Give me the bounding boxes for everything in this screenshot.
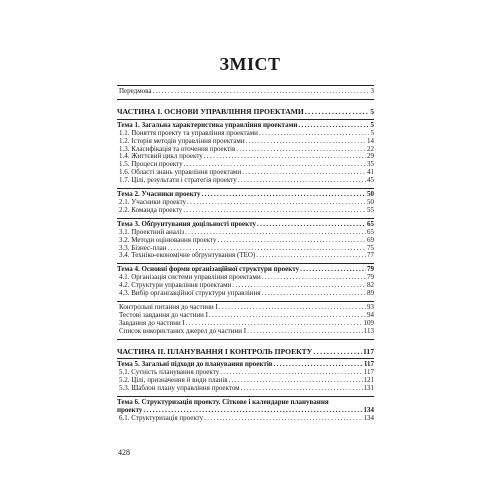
toc-entry-page: 5 [370,128,374,137]
divider-line [117,263,374,264]
toc-entry-page: 117 [363,368,374,377]
toc-entry-page: 69 [367,235,374,244]
dot-leader [241,385,363,393]
dot-leader [247,328,363,336]
toc-entry-label: Контрольні питання до частини I [119,302,218,311]
toc-entry-page: 35 [367,160,374,169]
toc-entry-page: 75 [367,243,374,252]
toc-entry-page: 65 [367,227,374,236]
dot-leader [262,274,366,282]
toc-entry-page: 14 [367,136,374,145]
toc-entry-page: 134 [363,413,374,422]
dot-leader [262,290,367,298]
divider-line [117,99,374,100]
toc-entry-subsection[interactable] [117,252,374,260]
toc-entry-page: 5 [370,120,374,129]
toc-entry-page: 121 [363,376,374,385]
page-title: ЗМІСТ [219,54,281,74]
toc-entry-page: 79 [367,265,374,274]
toc-entry-subsection[interactable] [117,177,374,185]
toc-entry-label: 1.6. Області знань управління проектами [119,168,242,177]
dot-leader [298,122,369,130]
toc-entry-label: 3.2. Методи оцінювання проекту [119,235,217,244]
toc-entry-page: 93 [367,302,374,311]
toc-entry-label: Тема 5. Загальні підходи до планування проектів [117,360,273,369]
dot-leader [300,266,366,274]
toc-entry-label: 1.7. Цілі, результати і стратегія проекту [119,176,237,185]
dot-leader [256,252,366,260]
dot-leader [246,138,366,146]
toc-entry-label: Тестові завдання до частини I [119,310,208,319]
toc-entry-label: 5.2. Цілі, призначення й види планів [119,376,228,385]
toc-entry-page: 22 [367,144,374,153]
toc-entry-page: 109 [363,318,374,327]
toc-entry-label: 1.3. Класифікація та оточення проектів [119,144,236,153]
dot-leader [204,415,362,423]
divider-line [117,119,374,120]
divider-line [117,218,374,219]
divider-line [117,339,374,340]
toc-entry-page: 131 [363,384,374,393]
toc-entry-part[interactable] [117,108,374,116]
toc-entry-page: 65 [367,219,374,228]
toc-entry-subsection[interactable] [117,207,374,215]
toc-entry-label: 6.1. Структуризація проекту [119,413,204,422]
dot-leader [187,199,366,207]
toc-entry-page: 50 [367,190,374,199]
toc-entry-label: проекту [117,406,143,414]
toc-entry-label: 1.5. Процеси проекту [119,160,183,169]
toc-entry-page: 117 [363,360,374,369]
toc-entry-label: 4.3. Вибір організаційної структури управління [119,289,261,298]
toc-entry-label: 1.2. Історія методів управління проектами [119,136,245,145]
dot-leader [274,361,363,369]
toc-entry-label: 3.1. Проектний аналіз [119,227,185,236]
toc-entry-page: 113 [363,326,374,335]
toc-entry-label: ЧАСТИНА І. ОСНОВИ УПРАВЛІННЯ ПРОЕКТАМИ [117,106,304,116]
dot-leader [204,153,366,161]
toc-entry-page: 79 [367,273,374,282]
dot-leader [217,237,366,245]
dot-leader [313,348,362,356]
toc-entry-label: Передмова [119,87,152,95]
dot-leader [219,304,366,312]
toc-entry-page: 82 [367,281,374,290]
toc-entry-page: 5 [370,106,374,116]
toc-entry-page: 89 [367,289,374,298]
dot-leader [220,369,363,377]
toc-entry-label: ЧАСТИНА ІІ. ПЛАНУВАННЯ І КОНТРОЛЬ ПРОЕКТУ [117,346,313,356]
toc-entry-label: Тема 3. Обґрунтування доцільності проекту [117,219,257,228]
toc-entry-plain[interactable] [117,328,374,336]
toc-entry-page: 55 [367,205,374,214]
toc-entry-label: 2.2. Команда проекту [119,205,183,214]
toc-entry-label: 4.2. Структури управління проектами [119,281,232,290]
toc-entry-subsection[interactable] [117,290,374,298]
divider-line [117,188,374,189]
toc-entry-page: 29 [367,152,374,161]
toc-entry-page: 94 [367,310,374,319]
toc-entry-page: 50 [367,197,374,206]
toc-entry-subsection[interactable] [117,385,374,393]
divider-line [117,301,374,302]
toc-entry-plain[interactable] [117,88,374,96]
toc-entry-label: 2.1. Учасники проекту [119,197,187,206]
toc-entry-label: Тема 2. Учасники проекту [117,190,201,199]
dot-leader [229,377,363,385]
dot-leader [305,108,369,116]
toc-entry-page: 134 [363,406,374,414]
toc-entry-label: 1.1. Поняття проекту та управління проектами [119,128,258,137]
toc-entry-label: Завдання до частини I [119,318,185,327]
toc-entry-subsection[interactable] [117,415,374,423]
toc-entry-label: 5.3. Шаблон плану управління проектом [119,384,240,393]
dot-leader [242,169,366,177]
toc-entry-page: 41 [367,168,374,177]
toc-entry-part[interactable] [117,348,374,356]
toc-entry-page: 117 [363,346,374,356]
page-number: 428 [118,448,130,457]
dot-leader [257,221,366,229]
table-of-contents [117,82,374,423]
dot-leader [183,207,366,215]
toc-entry-label: 4.1. Організація системи управління проектами [119,273,261,282]
divider-line [117,396,374,397]
divider-line [117,85,374,86]
toc-entry-label: 5.1. Сутність планування проекту [119,368,220,377]
dot-leader [153,88,370,96]
dot-leader [259,130,370,138]
toc-topic-line: Тема 6. Структуризація проекту. Сіткове і календарне планування [117,398,329,407]
dot-leader [236,146,366,154]
dot-leader [209,312,366,320]
toc-entry-label: Тема 1. Загальна характеристика управління проектами [117,120,298,129]
toc-entry-label: Тема 4. Основні форми організаційної структури проекту [117,265,300,274]
toc-entry-page: 45 [367,176,374,185]
toc-entry-label: Список використаних джерел до частини I [119,326,247,335]
toc-entry-label: 1.4. Життєвий цикл проекту [119,152,203,161]
dot-leader [201,191,366,199]
toc-entry-page: 77 [367,251,374,260]
toc-entry-page: 3 [370,87,374,95]
dot-leader [238,177,366,185]
divider-line [117,358,374,359]
toc-entry-label: 3.4. Техніко-економічне обґрунтування (ТЕО) [119,251,256,260]
toc-entry-label: 3.3. Бізнес-план [119,243,167,252]
